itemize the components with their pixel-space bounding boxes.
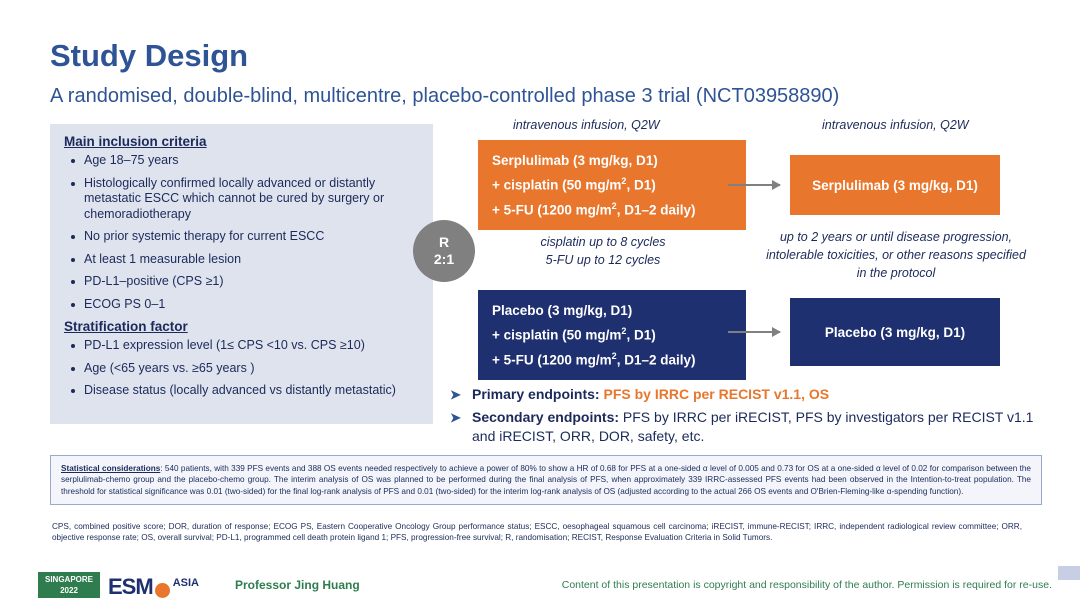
cycles-note [503, 233, 703, 269]
experimental-maintenance-box: Serplulimab (3 mg/kg, D1) [790, 155, 1000, 215]
secondary-endpoint-row [450, 408, 1050, 446]
secondary-endpoint-value: PFS by IRRC per iRECIST, PFS by investigators per RECIST v1.1 and iRECIST, ORR, DOR, safety, etc. [472, 409, 1034, 444]
arrow-right-icon [728, 184, 780, 186]
copyright-notice: Content of this presentation is copyright and responsibility of the author. Permission is required for re-use. [561, 579, 1052, 591]
esmo-logo-text: ESM [108, 574, 153, 599]
infusion-label-right: intravenous infusion, Q2W [822, 118, 969, 132]
statistical-considerations-text: : 540 patients, with 339 PFS events and 388 OS events needed respectively to achieve a power of 80% to show a HR of 0.68 for PFS at a one-sided α level of 0.005 and 0.73 for OS at a one-sided α level of 0.02 for comparison between the serplulimab-chemo group and the placebo-chemo group. The interim analysis of OS was planned to be performed during the final analysis of PFS, when approximately 339 IRRC-assessed PFS events had been observed in the Intention-to-treat population. The threshold for statistical significance was 0.01 (two-sided) for the final log-rank analysis of PFS and 0.01 (two-sided) for the interim log-rank analysis of OS (adjusted according to the actual 266 OS events and O'Brien-Fleming-like α-spending function). [61, 464, 1031, 496]
experimental-arm-line2: + cisplatin (50 $mg/m^2$, D1) [492, 176, 656, 193]
footer [0, 560, 1080, 608]
control-arm-line1: Placebo (3 mg/kg, D1) [492, 303, 633, 318]
cycles-note-line2: 5-FU up to 12 cycles [545, 253, 661, 267]
experimental-arm-line1: Serplulimab (3 mg/kg, D1) [492, 153, 658, 168]
control-arm-line2: + cisplatin (50 $mg/m^2$, D1) [492, 326, 656, 343]
control-maintenance-box: Placebo (3 mg/kg, D1) [790, 298, 1000, 366]
esmo-logo-dot-icon [155, 583, 170, 598]
list-item: No prior systemic therapy for current ESCC [84, 229, 419, 245]
infusion-label-left: intravenous infusion, Q2W [513, 118, 660, 132]
inclusion-criteria-list [50, 153, 433, 312]
bullet-arrow-icon: ➤ [450, 387, 461, 402]
esmo-logo-asia: ASIA [172, 577, 199, 589]
secondary-endpoint-text [472, 408, 1050, 446]
experimental-arm-line3: + 5-FU (1200 $mg/m^2$, D1–2 daily) [492, 200, 696, 217]
congress-logo-line2: 2022 [60, 586, 78, 595]
maintenance-note: up to 2 years or until disease progression, intolerable toxicities, or other reasons specified in the protocol [766, 230, 1026, 280]
randomisation-node [413, 220, 475, 282]
bullet-arrow-icon: ➤ [450, 410, 461, 425]
list-item: Age (<65 years vs. ≥65 years ) [84, 361, 419, 377]
list-item: Histologically confirmed locally advanced or distantly metastatic ESCC which cannot be cured by surgery or chemoradiotherapy [84, 176, 419, 223]
control-arm-box [478, 290, 746, 380]
page-subtitle: A randomised, double-blind, multicentre, placebo-controlled phase 3 trial (NCT03958890) [50, 85, 840, 107]
primary-endpoint-label: Primary endpoints: [472, 386, 600, 402]
esmo-logo [108, 574, 199, 600]
page-title: Study Design [50, 38, 249, 73]
stratification-list [50, 338, 433, 399]
presenter-name: Professor Jing Huang [235, 578, 360, 592]
list-item: ECOG PS 0–1 [84, 297, 419, 313]
page-badge [1058, 566, 1080, 580]
secondary-endpoint-label: Secondary endpoints: [472, 409, 620, 425]
inclusion-criteria-panel [50, 124, 433, 424]
congress-logo-line1: SINGAPORE [44, 575, 93, 584]
randomisation-ratio: 2:1 [433, 251, 455, 267]
randomisation-letter: R [438, 234, 450, 250]
experimental-arm-box [478, 140, 746, 230]
cycles-note-line1: cisplatin up to 8 cycles [540, 235, 666, 249]
list-item: PD-L1–positive (CPS ≥1) [84, 274, 419, 290]
primary-endpoint-row [450, 385, 1050, 404]
list-item: At least 1 measurable lesion [84, 252, 419, 268]
list-item: Age 18–75 years [84, 153, 419, 169]
list-item: Disease status (locally advanced vs distantly metastatic) [84, 383, 419, 399]
control-arm-line3: + 5-FU (1200 $mg/m^2$, D1–2 daily) [492, 350, 696, 367]
abbreviations-text: CPS, combined positive score; DOR, duration of response; ECOG PS, Eastern Cooperative Oncology Group performance status; ESCC, oesophageal squamous cell carcinoma; iRECIST, immune-RECIST; IRRC, independent radiological review committee; ORR, objective response rate; OS, overall survival; PD-L1, programmed cell death protein ligand 1; PFS, progression-free survival; R, randomisation; RECIST, Response Evaluation Criteria in Solid Tumors. [52, 522, 1022, 543]
endpoints-block [450, 385, 1050, 450]
inclusion-criteria-header: Main inclusion criteria [64, 134, 207, 149]
statistical-considerations-box [50, 455, 1042, 505]
congress-logo [38, 572, 100, 598]
primary-endpoint-text [472, 385, 829, 404]
list-item: PD-L1 expression level (1≤ CPS <10 vs. CPS ≥10) [84, 338, 419, 354]
stratification-header: Stratification factor [64, 319, 188, 334]
statistical-considerations-heading: Statistical considerations [61, 464, 161, 473]
primary-endpoint-value: PFS by IRRC per RECIST v1.1, OS [603, 386, 830, 402]
arrow-right-icon [728, 331, 780, 333]
